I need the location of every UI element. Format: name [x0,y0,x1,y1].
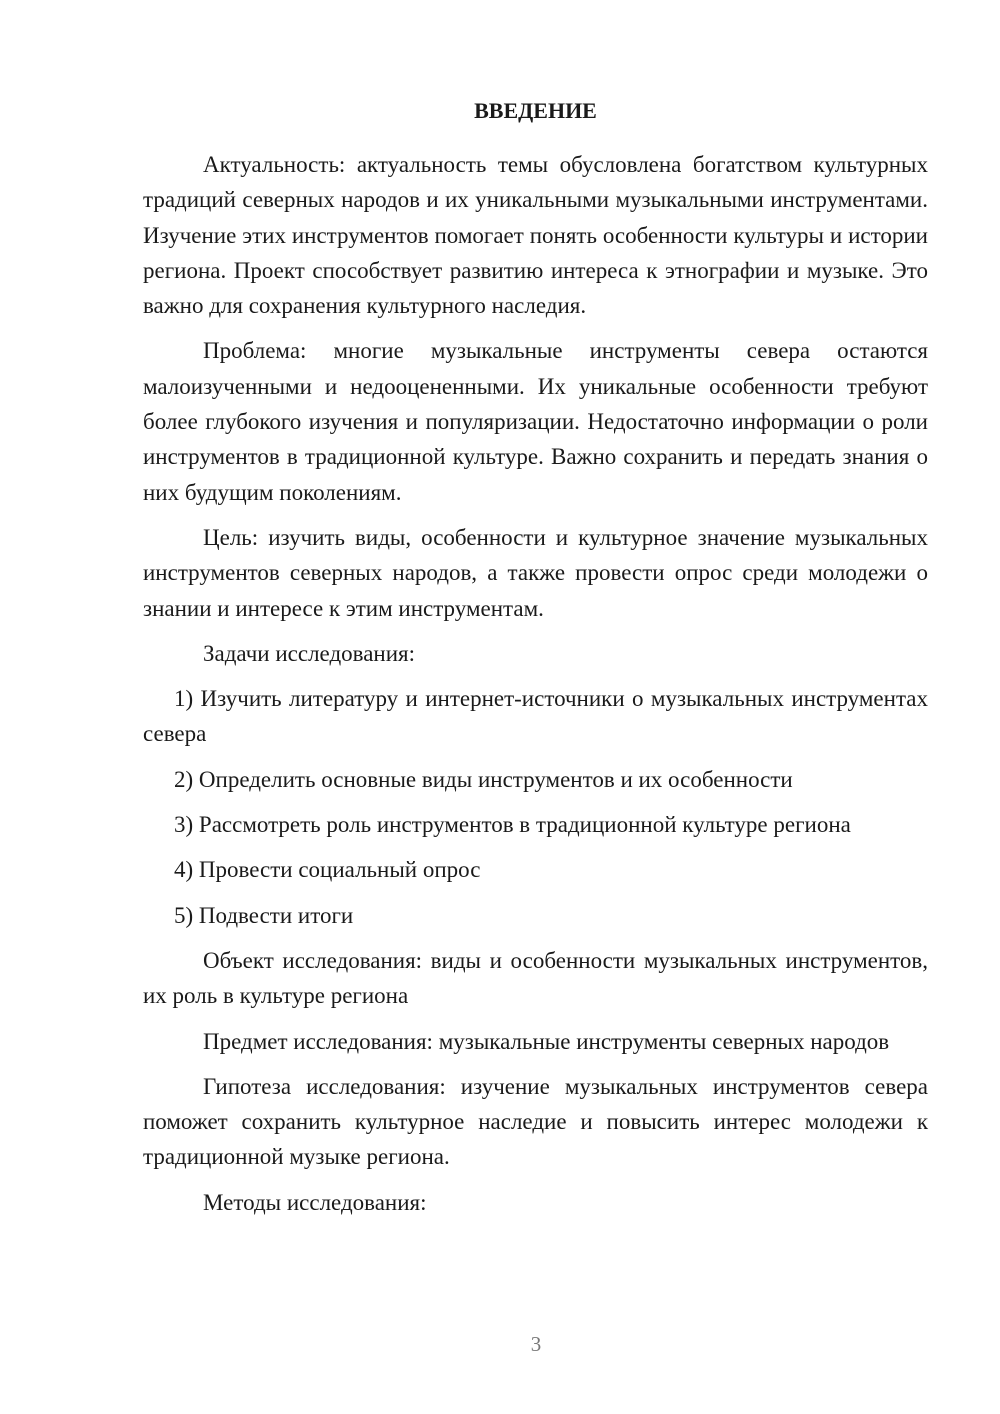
task-item-4: 4) Провести социальный опрос [174,857,481,883]
paragraph-hypothesis: Гипотеза исследования: изучение музыкальных инструментов севера поможет сохранить культурное наследие и повысить интерес молодежи к традиционной музыке региона. [143,1073,928,1170]
page-number: 3 [530,1332,542,1356]
page-title: ВВЕДЕНИЕ [474,98,597,123]
page-content [143,93,928,1230]
paragraph-relevance: Актуальность: актуальность темы обусловлена богатством культурных традиций северных народов и их уникальными музыкальными инструментами. Изучение этих инструментов помогает понять особенности культуры и истории региона. Проект способствует развитию интереса к этнографии и музыке. Это важно для сохранения культурного наследия. [143,152,928,319]
paragraph-object: Объект исследования: виды и особенности музыкальных инструментов, их роль в культуре региона [143,947,928,1009]
tasks-heading: Задачи исследования: [203,640,416,666]
methods-heading: Методы исследования: [203,1189,427,1215]
task-item-2: 2) Определить основные виды инструментов и их особенности [174,766,793,792]
paragraph-subject: Предмет исследования: музыкальные инструменты северных народов [203,1028,890,1054]
paragraph-goal: Цель: изучить виды, особенности и культурное значение музыкальных инструментов северных народов, а также провести опрос среди молодежи о знании и интересе к этим инструментам. [143,524,928,621]
task-item-5: 5) Подвести итоги [174,902,354,928]
task-item-3: 3) Рассмотреть роль инструментов в традиционной культуре региона [174,812,851,838]
task-item-1: 1) Изучить литературу и интернет-источники о музыкальных инструментах севера [143,686,928,747]
paragraph-problem: Проблема: многие музыкальные инструменты севера остаются малоизученными и недооцененными. Их уникальные особенности требуют более глубокого изучения и популяризации. Недостаточно информации о роли инструментов в традиционной культуре. Важно сохранить и передать знания о них будущим поколениям. [143,338,928,505]
tasks-list [143,681,928,933]
